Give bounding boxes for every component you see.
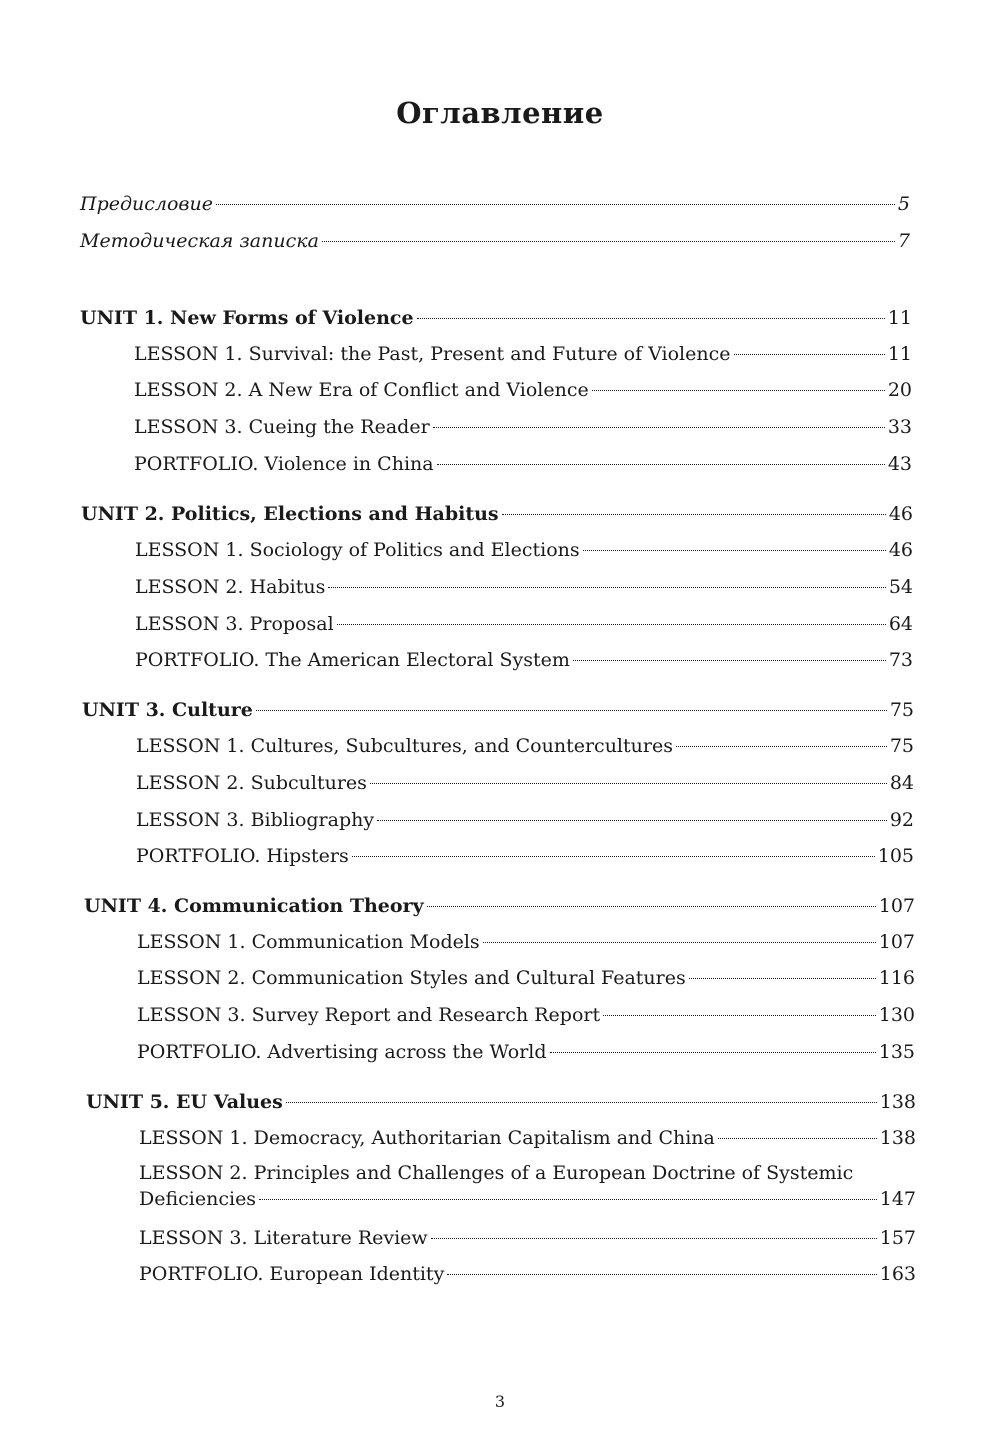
toc-entry-label: LESSON 2. Principles and Challenges of a European Doctrine of Systemic bbox=[139, 1162, 854, 1184]
dot-leader bbox=[447, 1274, 876, 1275]
toc-unit-label: UNIT 2. Politics, Elections and Habitus bbox=[81, 503, 499, 525]
toc-lesson[interactable] bbox=[136, 808, 914, 832]
dot-leader bbox=[286, 1102, 877, 1103]
toc-portfolio[interactable] bbox=[135, 648, 913, 672]
toc-lesson[interactable] bbox=[136, 771, 914, 795]
dot-leader bbox=[550, 1052, 876, 1053]
toc-entry-label-continued: Deficiencies bbox=[139, 1188, 257, 1210]
toc-entry-label: LESSON 1. Democracy, Authoritarian Capitalism and China bbox=[139, 1127, 715, 1149]
dot-leader bbox=[573, 660, 886, 661]
toc-entry-methodological-note[interactable] bbox=[80, 229, 910, 253]
toc-entry-page: 116 bbox=[878, 967, 915, 989]
dot-leader bbox=[322, 241, 895, 242]
toc-entry-label: PORTFOLIO. Hipsters bbox=[136, 845, 349, 867]
dot-leader bbox=[483, 942, 876, 943]
toc-entry-label: LESSON 2. Habitus bbox=[135, 576, 326, 598]
dot-leader bbox=[352, 856, 875, 857]
toc-entry-label: Методическая записка bbox=[80, 230, 319, 252]
toc-entry-label: LESSON 3. Cueing the Reader bbox=[134, 416, 430, 438]
dot-leader bbox=[377, 820, 887, 821]
toc-entry-label: PORTFOLIO. Violence in China bbox=[134, 453, 434, 475]
toc-entry-label: LESSON 3. Proposal bbox=[135, 613, 334, 635]
toc-lesson[interactable] bbox=[135, 538, 913, 562]
toc-lesson[interactable] bbox=[135, 612, 913, 636]
toc-lesson[interactable] bbox=[139, 1226, 916, 1250]
dot-leader bbox=[718, 1138, 877, 1139]
toc-entry-label: LESSON 2. A New Era of Conflict and Violence bbox=[134, 379, 589, 401]
toc-entry-page: 46 bbox=[888, 539, 913, 561]
dot-leader bbox=[259, 1199, 877, 1200]
toc-entry-label: LESSON 3. Bibliography bbox=[136, 809, 375, 831]
toc-entry-page: 138 bbox=[879, 1091, 916, 1113]
toc-unit-4[interactable] bbox=[84, 894, 915, 918]
toc-entry-page: 75 bbox=[889, 699, 914, 721]
dot-leader bbox=[337, 624, 886, 625]
dot-leader bbox=[437, 464, 885, 465]
toc-entry-page: 107 bbox=[878, 931, 915, 953]
toc-entry-label: LESSON 1. Cultures, Subcultures, and Countercultures bbox=[136, 735, 673, 757]
toc-entry-label: LESSON 2. Subcultures bbox=[136, 772, 367, 794]
toc-entry-page: 43 bbox=[887, 453, 912, 475]
toc-entry-page: 84 bbox=[889, 772, 914, 794]
toc-entry-label: LESSON 3. Literature Review bbox=[139, 1227, 428, 1249]
toc-lesson[interactable] bbox=[139, 1126, 916, 1150]
toc-lesson[interactable] bbox=[136, 734, 914, 758]
dot-leader bbox=[370, 783, 887, 784]
toc-unit-label: UNIT 3. Culture bbox=[82, 699, 253, 721]
toc-entry-page: 107 bbox=[878, 895, 915, 917]
toc-lesson[interactable] bbox=[139, 1160, 916, 1212]
dot-leader bbox=[431, 1238, 877, 1239]
toc-entry-page: 20 bbox=[887, 379, 912, 401]
toc-entry-page: 105 bbox=[877, 845, 914, 867]
toc-entry-label: Предисловие bbox=[80, 193, 213, 215]
toc-entry-page: 11 bbox=[887, 307, 912, 329]
toc-lesson[interactable] bbox=[137, 1003, 915, 1027]
toc-entry-page: 54 bbox=[888, 576, 913, 598]
dot-leader bbox=[427, 906, 876, 907]
toc-lesson[interactable] bbox=[137, 930, 915, 954]
toc-unit-label: UNIT 5. EU Values bbox=[86, 1091, 283, 1113]
toc-entry-page: 92 bbox=[889, 809, 914, 831]
toc-entry-page: 73 bbox=[888, 649, 913, 671]
toc-portfolio[interactable] bbox=[137, 1040, 915, 1064]
toc-unit-3[interactable] bbox=[82, 698, 914, 722]
toc-entry-label: PORTFOLIO. The American Electoral System bbox=[135, 649, 570, 671]
toc-lesson[interactable] bbox=[134, 415, 912, 439]
dot-leader bbox=[676, 746, 887, 747]
page-number: 3 bbox=[494, 1392, 506, 1411]
toc-unit-1[interactable] bbox=[80, 306, 912, 330]
toc-entry-label: PORTFOLIO. Advertising across the World bbox=[137, 1041, 547, 1063]
dot-leader bbox=[603, 1015, 876, 1016]
toc-unit-label: UNIT 1. New Forms of Violence bbox=[80, 307, 414, 329]
toc-entry-page: 163 bbox=[879, 1263, 916, 1285]
toc-entry-page: 46 bbox=[888, 503, 913, 525]
dot-leader bbox=[734, 354, 885, 355]
toc-portfolio[interactable] bbox=[134, 452, 912, 476]
toc-unit-5[interactable] bbox=[86, 1090, 916, 1114]
toc-entry-page: 64 bbox=[888, 613, 913, 635]
toc-unit-2[interactable] bbox=[81, 502, 913, 526]
dot-leader bbox=[433, 427, 885, 428]
dot-leader bbox=[417, 318, 885, 319]
toc-lesson[interactable] bbox=[134, 342, 912, 366]
toc-entry-label: LESSON 1. Communication Models bbox=[137, 931, 480, 953]
toc-entry-label: LESSON 1. Sociology of Politics and Elections bbox=[135, 539, 580, 561]
toc-entry-page: 138 bbox=[879, 1127, 916, 1149]
dot-leader bbox=[592, 390, 885, 391]
dot-leader bbox=[256, 710, 887, 711]
toc-entry-page: 7 bbox=[897, 230, 910, 252]
toc-entry-page: 135 bbox=[878, 1041, 915, 1063]
dot-leader bbox=[583, 550, 886, 551]
page-title: Оглавление bbox=[396, 96, 604, 130]
toc-lesson[interactable] bbox=[137, 966, 915, 990]
toc-entry-preface[interactable] bbox=[80, 192, 910, 216]
toc-entry-page: 33 bbox=[887, 416, 912, 438]
toc-entry-label: PORTFOLIO. European Identity bbox=[139, 1263, 445, 1285]
dot-leader bbox=[328, 587, 885, 588]
toc-entry-continuation bbox=[139, 1186, 916, 1212]
dot-leader bbox=[502, 514, 886, 515]
toc-entry-page: 75 bbox=[889, 735, 914, 757]
toc-portfolio[interactable] bbox=[136, 844, 914, 868]
toc-entry-page: 157 bbox=[879, 1227, 916, 1249]
toc-entry-label: LESSON 1. Survival: the Past, Present and Future of Violence bbox=[134, 343, 731, 365]
toc-portfolio[interactable] bbox=[139, 1262, 916, 1286]
dot-leader bbox=[216, 204, 895, 205]
toc-unit-label: UNIT 4. Communication Theory bbox=[84, 895, 424, 917]
toc-entry-label: LESSON 3. Survey Report and Research Report bbox=[137, 1004, 601, 1026]
toc-entry-page: 130 bbox=[878, 1004, 915, 1026]
dot-leader bbox=[689, 978, 876, 979]
toc-entry-page: 11 bbox=[887, 343, 912, 365]
toc-entry-label: LESSON 2. Communication Styles and Cultural Features bbox=[137, 967, 686, 989]
toc-lesson[interactable] bbox=[135, 575, 913, 599]
toc-entry-page: 5 bbox=[897, 193, 910, 215]
toc-entry-page: 147 bbox=[879, 1188, 916, 1210]
toc-lesson[interactable] bbox=[134, 378, 912, 402]
